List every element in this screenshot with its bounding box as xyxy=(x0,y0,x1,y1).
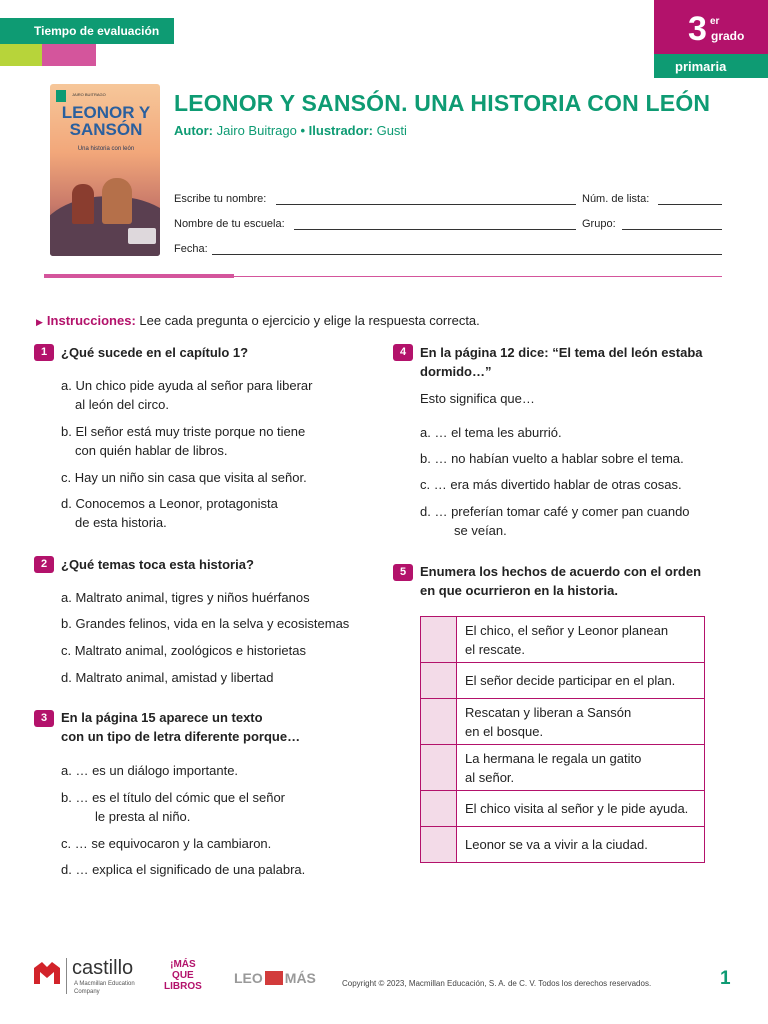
byline-separator: • xyxy=(300,123,306,138)
question-number-2: 2 xyxy=(34,556,54,573)
date-label: Fecha: xyxy=(174,243,208,255)
question-4-text: En la página 12 dice: “El tema del león estaba dormido…” xyxy=(420,345,703,379)
sequence-number-box[interactable] xyxy=(421,663,457,699)
q1-option-a[interactable]: a. Un chico pide ayuda al señor para liberar al león del circo. xyxy=(61,378,313,412)
level-badge xyxy=(654,54,768,78)
name-field[interactable] xyxy=(276,204,576,205)
list-number-field[interactable] xyxy=(658,204,722,205)
school-label: Nombre de tu escuela: xyxy=(174,218,285,230)
cover-subtitle: Una historia con león xyxy=(77,146,135,152)
mas-que-libros-logo: ¡MÁS QUE LIBROS xyxy=(164,959,202,992)
q3-option-b[interactable]: b. … es el título del cómic que el señor le presta al niño. xyxy=(61,790,286,824)
decor-block-lime xyxy=(0,44,42,66)
q4-option-c[interactable]: c. … era más divertido hablar de otras cosas. xyxy=(420,477,682,492)
sequence-number-box[interactable] xyxy=(421,827,457,863)
illustrator-label: Ilustrador: xyxy=(308,123,373,138)
q3-option-c[interactable]: c. … se equivocaron y la cambiaron. xyxy=(61,836,272,851)
castillo-subtitle: A Macmillan Education Company xyxy=(74,981,135,995)
date-field[interactable] xyxy=(212,254,722,255)
sequence-event: El chico, el señor y Leonor planean el rescate. xyxy=(457,617,705,663)
leo-mas-logo: LEO MÁS xyxy=(234,970,316,986)
q1-option-d[interactable]: d. Conocemos a Leonor, protagonista de esta historia. xyxy=(61,496,278,530)
cover-figure-child xyxy=(72,184,94,224)
sequence-row xyxy=(421,617,705,663)
sequence-row xyxy=(421,827,705,863)
sequence-row xyxy=(421,663,705,699)
sequence-number-box[interactable] xyxy=(421,745,457,791)
question-1-text: ¿Qué sucede en el capítulo 1? xyxy=(61,345,249,360)
sequence-event: La hermana le regala un gatito al señor. xyxy=(457,745,705,791)
author-name: Jairo Buitrago xyxy=(216,123,297,138)
q2-option-a[interactable]: a. Maltrato animal, tigres y niños huérfanos xyxy=(61,590,310,605)
book-cover-image xyxy=(50,84,160,256)
sequence-table xyxy=(420,616,705,863)
q2-option-d[interactable]: d. Maltrato animal, amistad y libertad xyxy=(61,670,274,685)
sequence-event: Leonor se va a vivir a la ciudad. xyxy=(457,827,705,863)
sequence-number-box[interactable] xyxy=(421,699,457,745)
grade-suffix: er xyxy=(710,16,720,27)
grade-badge xyxy=(654,0,768,54)
question-number-1: 1 xyxy=(34,344,54,361)
instructions-label: Instrucciones: xyxy=(46,313,136,328)
decor-block-pink xyxy=(42,44,96,66)
sequence-event: El señor decide participar en el plan. xyxy=(457,663,705,699)
question-5-text: Enumera los hechos de acuerdo con el orden en que ocurrieron en la historia. xyxy=(420,564,702,598)
q4-option-d[interactable]: d. … preferían tomar café y comer pan cuando se veían. xyxy=(420,504,690,538)
copyright-text: Copyright © 2023, Macmillan Educación, S. A. de C. V. Todos los derechos reservados. xyxy=(342,979,652,988)
list-number-label: Núm. de lista: xyxy=(582,193,650,205)
sequence-number-box[interactable] xyxy=(421,617,457,663)
q3-option-a[interactable]: a. … es un diálogo importante. xyxy=(61,763,239,778)
sequence-row xyxy=(421,699,705,745)
section-label: Tiempo de evaluación xyxy=(34,24,160,38)
question-number-4: 4 xyxy=(393,344,413,361)
q2-option-c[interactable]: c. Maltrato animal, zoológicos e historietas xyxy=(61,643,306,658)
sequence-event: Rescatan y liberan a Sansón en el bosque. xyxy=(457,699,705,745)
name-label: Escribe tu nombre: xyxy=(174,193,267,205)
section-banner xyxy=(0,18,174,44)
cover-publisher-logo xyxy=(128,228,156,244)
instructions-text: Lee cada pregunta o ejercicio y elige la respuesta correcta. xyxy=(139,313,480,328)
school-field[interactable] xyxy=(294,229,576,230)
author-label: Autor: xyxy=(174,123,213,138)
footer-separator xyxy=(66,958,67,994)
question-4-lead: Esto significa que… xyxy=(420,391,535,406)
cover-author: JAIRO BUITRAGO xyxy=(72,92,106,97)
question-number-3: 3 xyxy=(34,710,54,727)
question-3-text: En la página 15 aparece un texto con un tipo de letra diferente porque… xyxy=(61,710,301,744)
illustrator-name: Gusti xyxy=(376,123,407,138)
cover-title: LEONOR Y SANSÓN xyxy=(61,103,151,139)
macmillan-logo-icon xyxy=(34,962,60,984)
instructions xyxy=(36,313,480,328)
cover-badge xyxy=(56,90,66,102)
question-2-text: ¿Qué temas toca esta historia? xyxy=(61,557,254,572)
q3-option-d[interactable]: d. … explica el significado de una palabra. xyxy=(61,862,306,877)
sequence-number-box[interactable] xyxy=(421,791,457,827)
book-icon xyxy=(265,971,283,985)
level-label: primaria xyxy=(675,59,727,74)
castillo-logo: castillo xyxy=(72,957,134,979)
q1-option-c[interactable]: c. Hay un niño sin casa que visita al señor. xyxy=(61,470,307,485)
sequence-row xyxy=(421,791,705,827)
question-number-5: 5 xyxy=(393,564,413,581)
grade-word: grado xyxy=(711,29,745,43)
group-label: Grupo: xyxy=(582,218,616,230)
book-byline xyxy=(174,123,407,138)
triangle-bullet-icon: ▶ xyxy=(36,317,43,327)
book-title: LEONOR Y SANSÓN. UNA HISTORIA CON LEÓN xyxy=(174,90,711,116)
cover-figure-man xyxy=(102,178,132,224)
header-rule-thin xyxy=(234,276,722,277)
page-number: 1 xyxy=(720,968,731,989)
q4-option-a[interactable]: a. … el tema les aburrió. xyxy=(420,425,562,440)
q2-option-b[interactable]: b. Grandes felinos, vida en la selva y ecosistemas xyxy=(61,616,350,631)
group-field[interactable] xyxy=(622,229,722,230)
q1-option-b[interactable]: b. El señor está muy triste porque no tiene con quién hablar de libros. xyxy=(61,424,306,458)
grade-number: 3 xyxy=(688,10,707,48)
q4-option-b[interactable]: b. … no habían vuelto a hablar sobre el tema. xyxy=(420,451,684,466)
sequence-row xyxy=(421,745,705,791)
header-rule-thick xyxy=(44,274,234,278)
sequence-event: El chico visita al señor y le pide ayuda. xyxy=(457,791,705,827)
